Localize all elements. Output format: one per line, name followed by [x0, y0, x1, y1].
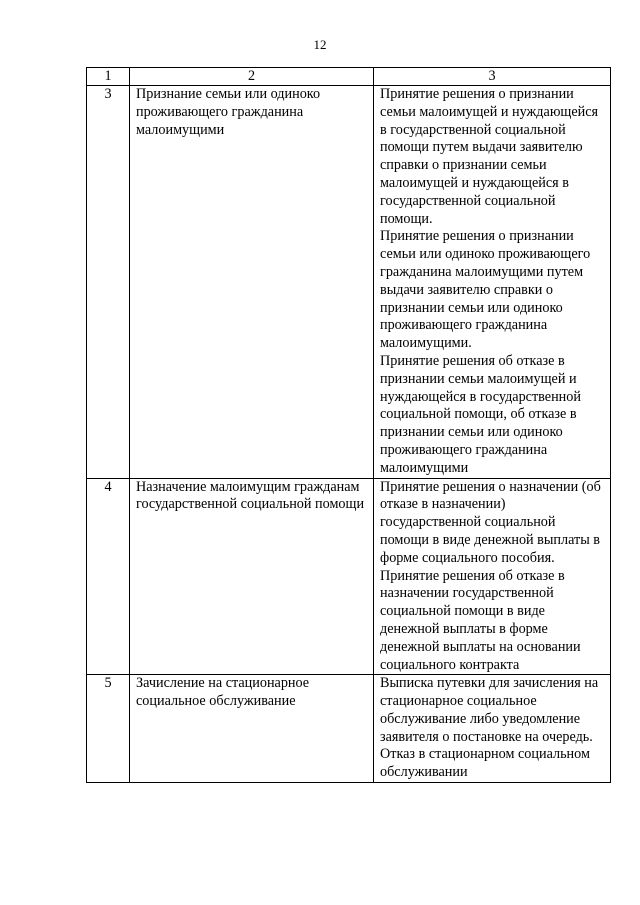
service-result [374, 86, 611, 479]
result-paragraph: Принятие решения об отказе в назначении государственной социальной помощи в виде денежной выплаты в форме денежной выплаты на основании социального контракта [380, 567, 581, 673]
row-number: 4 [87, 478, 130, 675]
result-paragraph: Отказ в стационарном социальном обслуживании [380, 746, 590, 781]
service-result [374, 675, 611, 783]
column-header-2: 2 [130, 68, 374, 86]
table-header-row [87, 68, 611, 86]
service-result [374, 478, 611, 675]
service-name: Назначение малоимущим гражданам государственной социальной помощи [130, 478, 374, 675]
result-paragraph: Принятие решения об отказе в признании семьи малоимущей и нуждающейся в государственной социальной помощи, об отказе в признании семьи или одиноко проживающего гражданина малоимущими [380, 352, 581, 476]
result-paragraph: Принятие решения о назначении (об отказе в назначении) государственной социальной помощи в виде денежной выплаты в форме социального пособия. [380, 478, 601, 566]
table-row [87, 478, 611, 675]
table-row [87, 86, 611, 479]
row-number: 5 [87, 675, 130, 783]
column-header-3: 3 [374, 68, 611, 86]
table-row [87, 675, 611, 783]
result-paragraph: Выписка путевки для зачисления на стационарное социальное обслуживание либо уведомление заявителя о постановке на очередь. [380, 675, 599, 745]
result-paragraph: Принятие решения о признании семьи малоимущей и нуждающейся в государственной социальной помощи путем выдачи заявителю справки о признании семьи малоимущей и нуждающейся в государственной социальной помощи. [380, 86, 599, 227]
service-name: Признание семьи или одиноко проживающего гражданина малоимущими [130, 86, 374, 479]
page-number: 12 [313, 37, 327, 52]
services-table [86, 67, 611, 783]
result-paragraph: Принятие решения о признании семьи или одиноко проживающего гражданина малоимущими путем выдачи заявителю справки о признании семьи или одиноко проживающего гражданина малоимущими. [380, 228, 591, 352]
service-name: Зачисление на стационарное социальное обслуживание [130, 675, 374, 783]
column-header-1: 1 [87, 68, 130, 86]
row-number: 3 [87, 86, 130, 479]
